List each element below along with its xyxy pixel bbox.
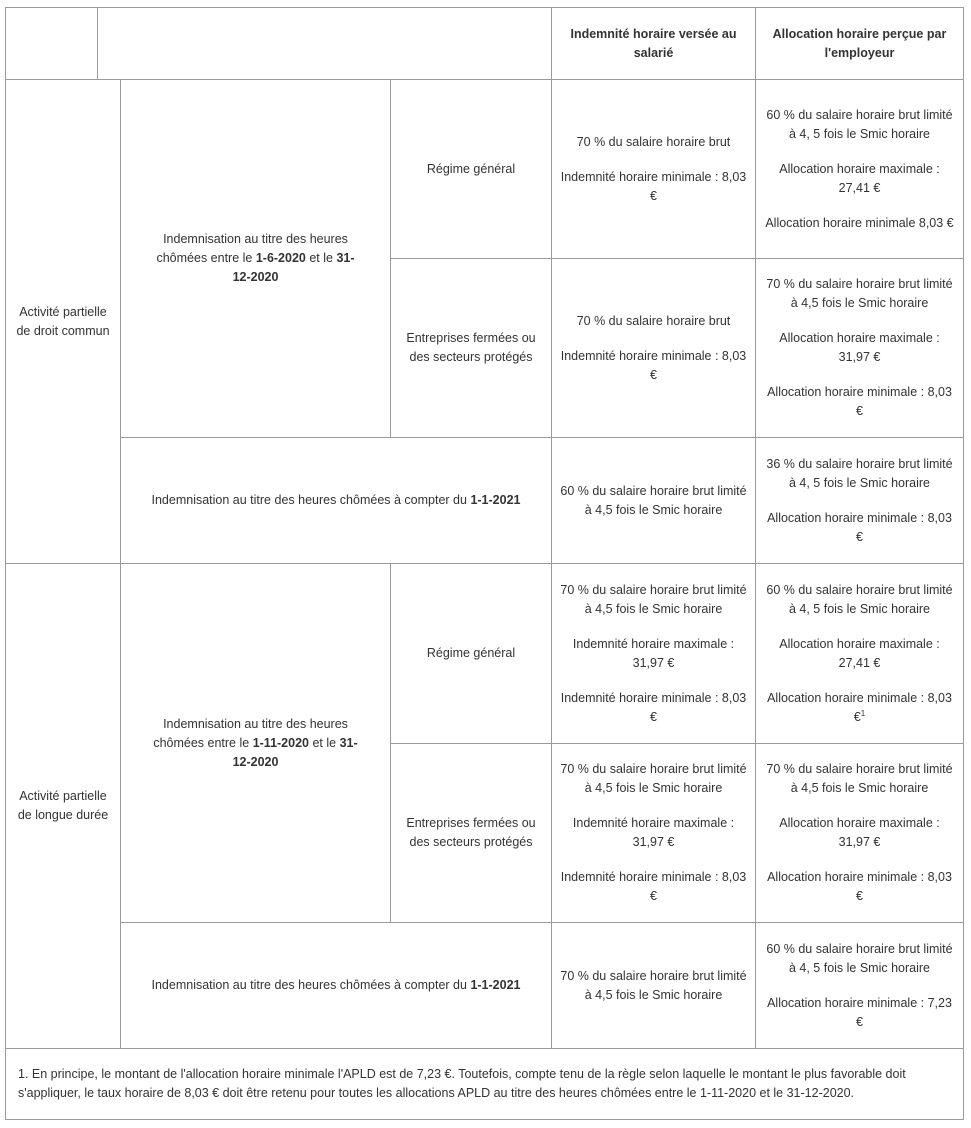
indemnite-cell [551,563,756,744]
allocation-cell [755,743,964,923]
regime-general-text: Régime général [426,646,516,660]
indemnite-cell [551,437,756,564]
allocation-cell [755,79,964,259]
header-indemnite-text: Indemnité horaire versée au salarié [570,26,737,60]
period-label-text: Indemnisation au titre des heures chômées entre le 1-11-2020 et le 31-12-2020 [153,716,358,769]
indemnite-min: Indemnité horaire minimale : 8,03 € [560,169,747,203]
footnote [5,1048,964,1120]
allocation-min: Allocation horaire minimale : 8,03 €$^1$ [767,690,952,724]
indemnite-max: Indemnité horaire maximale : 31,97 € [572,816,735,849]
allocation-rate: 60 % du salaire horaire brut limité à 4, 5 fois le Smic horaire [766,582,953,616]
allocation-max: Allocation horaire maximale : 27,41 € [779,636,940,670]
allocation-max: Allocation horaire maximale : 31,97 € [779,331,940,364]
regime-label [390,79,552,259]
allocation-cell [755,563,964,744]
allocation-max: Allocation horaire maximale : 27,41 € [779,161,940,195]
footnote-text: 1. En principe, le montant de l'allocation horaire minimale l'APLD est de 7,23 €. Toutefois, compte tenu de la règle selon laquelle le montant le plus favorable doit s'appliquer, le taux horaire de 8,03 € doit être retenu pour toutes les allocations APLD au titre des heures chômées entre le 1-11-2020 et le 31-12-2020. [18,1067,906,1100]
allocation-min: Allocation horaire minimale : 8,03 € [767,870,952,903]
indemnite-min: Indemnité horaire minimale : 8,03 € [560,870,747,903]
indemnite-min: Indemnité horaire minimale : 8,03 € [560,690,747,724]
allocation-rate: 70 % du salaire horaire brut limité à 4,5 fois le Smic horaire [766,762,953,795]
allocation-rate: 60 % du salaire horaire brut limité à 4, 5 fois le Smic horaire [766,107,953,141]
regime-label [390,563,552,744]
allocation-cell [755,437,964,564]
header-empty-cell-1 [5,7,98,80]
indemnite-rate: 70 % du salaire horaire brut limité à 4,5 fois le Smic horaire [560,968,747,1002]
footnote-ref: 1 [860,708,866,718]
allocation-max: Allocation horaire maximale : 31,97 € [779,816,940,849]
indemnite-rate: 60 % du salaire horaire brut limité à 4,5 fois le Smic horaire [560,483,747,517]
indemnite-cell [551,922,756,1049]
allocation-rate: 60 % du salaire horaire brut limité à 4, 5 fois le Smic horaire [766,941,953,975]
allocation-min: Allocation horaire minimale : 8,03 € [767,385,952,418]
indemnite-rate: 70 % du salaire horaire brut [576,134,731,149]
indemnite-rate: 70 % du salaire horaire brut [576,313,731,328]
period-label-text: Indemnisation au titre des heures chômées à compter du 1-1-2021 [151,978,521,992]
header-indemnite [551,7,756,80]
period-label-longue-duree-1 [120,563,391,923]
entreprises-text: Entreprises fermées ou des secteurs protégés [406,816,536,849]
allocation-cell [755,258,964,438]
row-label-longue-duree [5,563,121,1049]
droit-commun-label: Activité partielle de droit commun [16,304,110,338]
indemnite-cell [551,743,756,923]
allocation-rate: 36 % du salaire horaire brut limité à 4, 5 fois le Smic horaire [766,456,953,490]
header-allocation [755,7,964,80]
regime-general-text: Régime général [426,161,516,176]
header-allocation-text: Allocation horaire perçue par l'employeur [772,26,947,60]
entreprises-label [390,743,552,923]
indemnite-cell [551,79,756,259]
row-label-droit-commun [5,79,121,564]
period-label-text: Indemnisation au titre des heures chômées à compter du 1-1-2021 [151,493,521,507]
indemnite-rate: 70 % du salaire horaire brut limité à 4,5 fois le Smic horaire [560,762,747,795]
entreprises-label [390,258,552,438]
allocation-min: Allocation horaire minimale 8,03 € [765,215,954,230]
header-empty-cell-2 [97,7,552,80]
allocation-cell [755,922,964,1049]
longue-duree-label: Activité partielle de longue durée [17,789,109,822]
indemnite-min: Indemnité horaire minimale : 8,03 € [560,348,747,382]
indemnite-rate: 70 % du salaire horaire brut limité à 4,5 fois le Smic horaire [560,582,747,616]
indemnite-cell [551,258,756,438]
entreprises-text: Entreprises fermées ou des secteurs protégés [406,331,536,364]
allocation-rate: 70 % du salaire horaire brut limité à 4,5 fois le Smic horaire [766,277,953,310]
allocation-min: Allocation horaire minimale : 7,23 € [767,995,952,1029]
period-label-longue-duree-2 [120,922,552,1049]
period-label-droit-commun-1 [120,79,391,438]
period-label-droit-commun-2 [120,437,552,564]
indemnite-max: Indemnité horaire maximale : 31,97 € [572,636,735,670]
period-label-text: Indemnisation au titre des heures chômées entre le 1-6-2020 et le 31-12-2020 [156,232,355,284]
allocation-min: Allocation horaire minimale : 8,03 € [767,510,952,544]
